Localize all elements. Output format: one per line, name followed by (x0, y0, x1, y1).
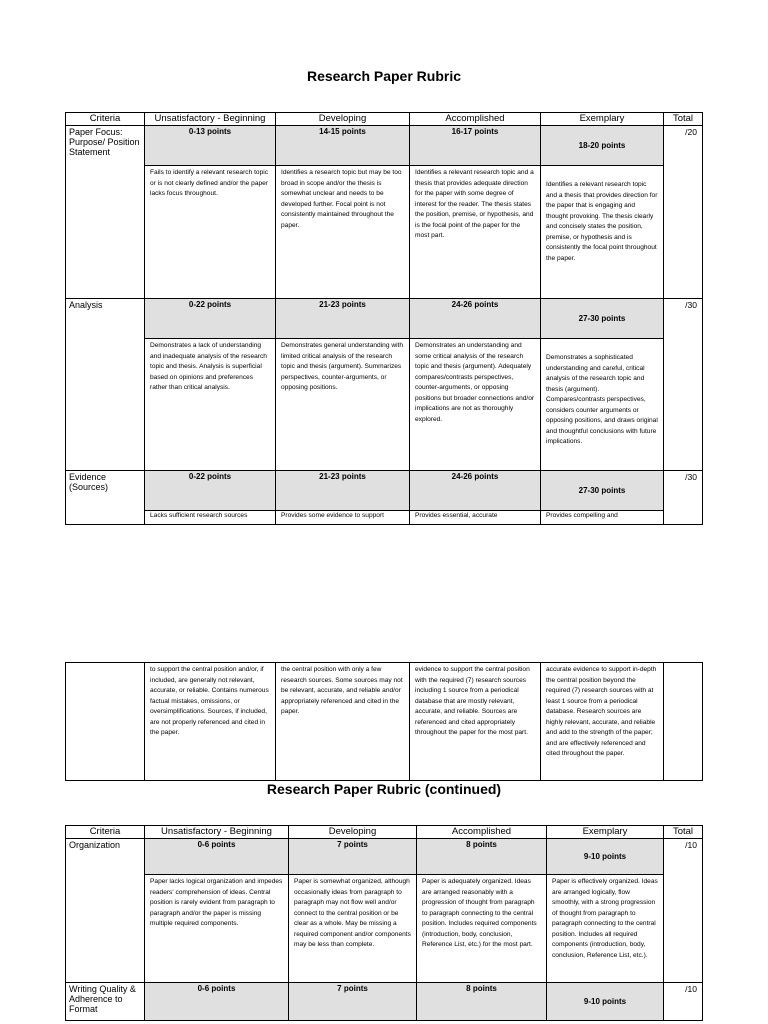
points-cell: 0-13 points (145, 126, 276, 166)
points-cell: 18-20 points (541, 126, 664, 166)
description-cell: evidence to support the central position with the required (7) research sources including 1 source from a periodical database that are mostly relevant, accurate, and reliable. Sources are referenced and cited appropriately throughout the paper for the most part. (410, 663, 541, 781)
points-cell: 9-10 points (547, 839, 664, 875)
header-developing: Developing (289, 826, 417, 839)
table-row (66, 511, 703, 525)
points-cell: 21-23 points (276, 471, 410, 511)
header-developing: Developing (276, 113, 410, 126)
rubric-table-2 (65, 825, 703, 1021)
criteria-analysis: Analysis (66, 299, 145, 471)
points-cell: 24-26 points (410, 299, 541, 339)
header-unsatisfactory: Unsatisfactory - Beginning (145, 113, 276, 126)
points-cell: 7 points (289, 983, 417, 1021)
points-cell: 8 points (417, 839, 547, 875)
total-cell: /10 (664, 983, 703, 1021)
points-cell: 9-10 points (547, 983, 664, 1021)
criteria-empty (66, 663, 145, 781)
points-cell: 8 points (417, 983, 547, 1021)
description-cell: Demonstrates general understanding with limited critical analysis of the research topic and thesis (argument). Summarizes perspectives, counter-arguments, or opposing positions. (276, 339, 410, 471)
total-cell: /30 (664, 299, 703, 471)
header-criteria: Criteria (66, 826, 145, 839)
points-cell: 21-23 points (276, 299, 410, 339)
description-cell: Paper is somewhat organized, although occasionally ideas from paragraph to paragraph may not flow well and/or connect to the central position or be clear as a whole. May be missing a required component and/or components may be less than complete. (289, 875, 417, 983)
description-cell: Identifies a relevant research topic and a thesis that provides direction for the paper that is engaging and thought provoking. The thesis clearly and concisely states the position, premise, or hypothesis and is consistently the focal point throughout the paper. (541, 166, 664, 299)
table-row (66, 839, 703, 875)
header-total: Total (664, 113, 703, 126)
header-row (66, 826, 703, 839)
description-cell: Provides compelling and (541, 511, 664, 525)
points-cell: 16-17 points (410, 126, 541, 166)
total-cell: /30 (664, 471, 703, 525)
header-total: Total (664, 826, 703, 839)
description-cell: Fails to identify a relevant research topic or is not clearly defined and/or the paper lacks focus throughout. (145, 166, 276, 299)
total-cell-empty (664, 663, 703, 781)
header-exemplary: Exemplary (541, 113, 664, 126)
description-cell: accurate evidence to support in-depth the central position beyond the required (7) research sources with at least 1 source from a periodical database. Research sources are highly relevant, accurate, and reliable and add to the strength of the paper; and are effectively referenced and cited throughout the paper. (541, 663, 664, 781)
description-cell: Lacks sufficient research sources (145, 511, 276, 525)
description-cell: Provides essential, accurate (410, 511, 541, 525)
points-cell: 0-6 points (145, 983, 289, 1021)
page-title-continued: Research Paper Rubric (continued) (266, 781, 502, 797)
description-cell: Provides some evidence to support (276, 511, 410, 525)
header-exemplary: Exemplary (547, 826, 664, 839)
points-cell: 0-22 points (145, 471, 276, 511)
total-cell: /10 (664, 839, 703, 983)
criteria-evidence: Evidence (Sources) (66, 471, 145, 525)
description-cell: Paper is effectively organized. Ideas are arranged logically, flow smoothly, with a strong progression of thought from paragraph to paragraph connecting to the central position. Includes all required components (introduction, body, conclusion, Reference List, etc.). (547, 875, 664, 983)
description-cell: Paper lacks logical organization and impedes readers' comprehension of ideas. Central position is rarely evident from paragraph to paragraph and/or the paper is missing multiple required components. (145, 875, 289, 983)
rubric-table (65, 112, 703, 525)
table-row (66, 339, 703, 471)
rubric-table-continued (65, 662, 703, 781)
page-title: Research Paper Rubric (306, 68, 462, 84)
description-cell: Identifies a research topic but may be too broad in scope and/or the thesis is somewhat unclear and needs to be developed further. Focal point is not consistently maintained throughout the paper. (276, 166, 410, 299)
description-cell: Paper is adequately organized. Ideas are arranged reasonably with a progression of thought from paragraph to paragraph connecting to the central position. Includes required components (introduction, body, conclusion, Reference List, etc.) for the most part. (417, 875, 547, 983)
header-accomplished: Accomplished (417, 826, 547, 839)
description-cell: Identifies a relevant research topic and a thesis that provides adequate direction for the paper with some degree of interest for the reader. The thesis states the position, premise, or hypothesis, and is the focal point of the paper for the most part. (410, 166, 541, 299)
description-cell: to support the central position and/or, if included, are generally not relevant, accurate, or reliable. Contains numerous factual mistakes, omissions, or oversimplifications. Sources, if included, are not properly referenced and cited in the paper. (145, 663, 276, 781)
criteria-paper-focus: Paper Focus: Purpose/ Position Statement (66, 126, 145, 299)
header-unsatisfactory: Unsatisfactory - Beginning (145, 826, 289, 839)
description-cell: the central position with only a few research sources. Some sources may not be relevant, accurate, and reliable and/or appropriately referenced and cited in the paper. (276, 663, 410, 781)
total-cell: /20 (664, 126, 703, 299)
points-cell: 24-26 points (410, 471, 541, 511)
description-cell: Demonstrates an understanding and some critical analysis of the research topic and thesis (argument). Adequately compares/contrasts perspectives, counter-arguments, or opposing positions but broader connections and/or implications are not as thoroughly explored. (410, 339, 541, 471)
points-cell: 0-6 points (145, 839, 289, 875)
header-criteria: Criteria (66, 113, 145, 126)
table-row (66, 875, 703, 983)
table-row (66, 471, 703, 511)
points-cell: 0-22 points (145, 299, 276, 339)
description-cell: Demonstrates a sophisticated understanding and careful, critical analysis of the research topic and thesis (argument). Compares/contrasts perspectives, considers counter arguments or opposing positions, and draws original and thoughtful conclusions with future implications. (541, 339, 664, 471)
points-cell: 14-15 points (276, 126, 410, 166)
description-cell: Demonstrates a lack of understanding and inadequate analysis of the research topic and thesis. Analysis is superficial based on opinions and preferences rather than critical analysis. (145, 339, 276, 471)
header-accomplished: Accomplished (410, 113, 541, 126)
points-cell: 7 points (289, 839, 417, 875)
criteria-writing-quality: Writing Quality & Adherence to Format (66, 983, 145, 1021)
table-row (66, 299, 703, 339)
table-row (66, 166, 703, 299)
table-row (66, 983, 703, 1021)
header-row (66, 113, 703, 126)
criteria-organization: Organization (66, 839, 145, 983)
table-row (66, 663, 703, 781)
table-row (66, 126, 703, 166)
points-cell: 27-30 points (541, 299, 664, 339)
points-cell: 27-30 points (541, 471, 664, 511)
